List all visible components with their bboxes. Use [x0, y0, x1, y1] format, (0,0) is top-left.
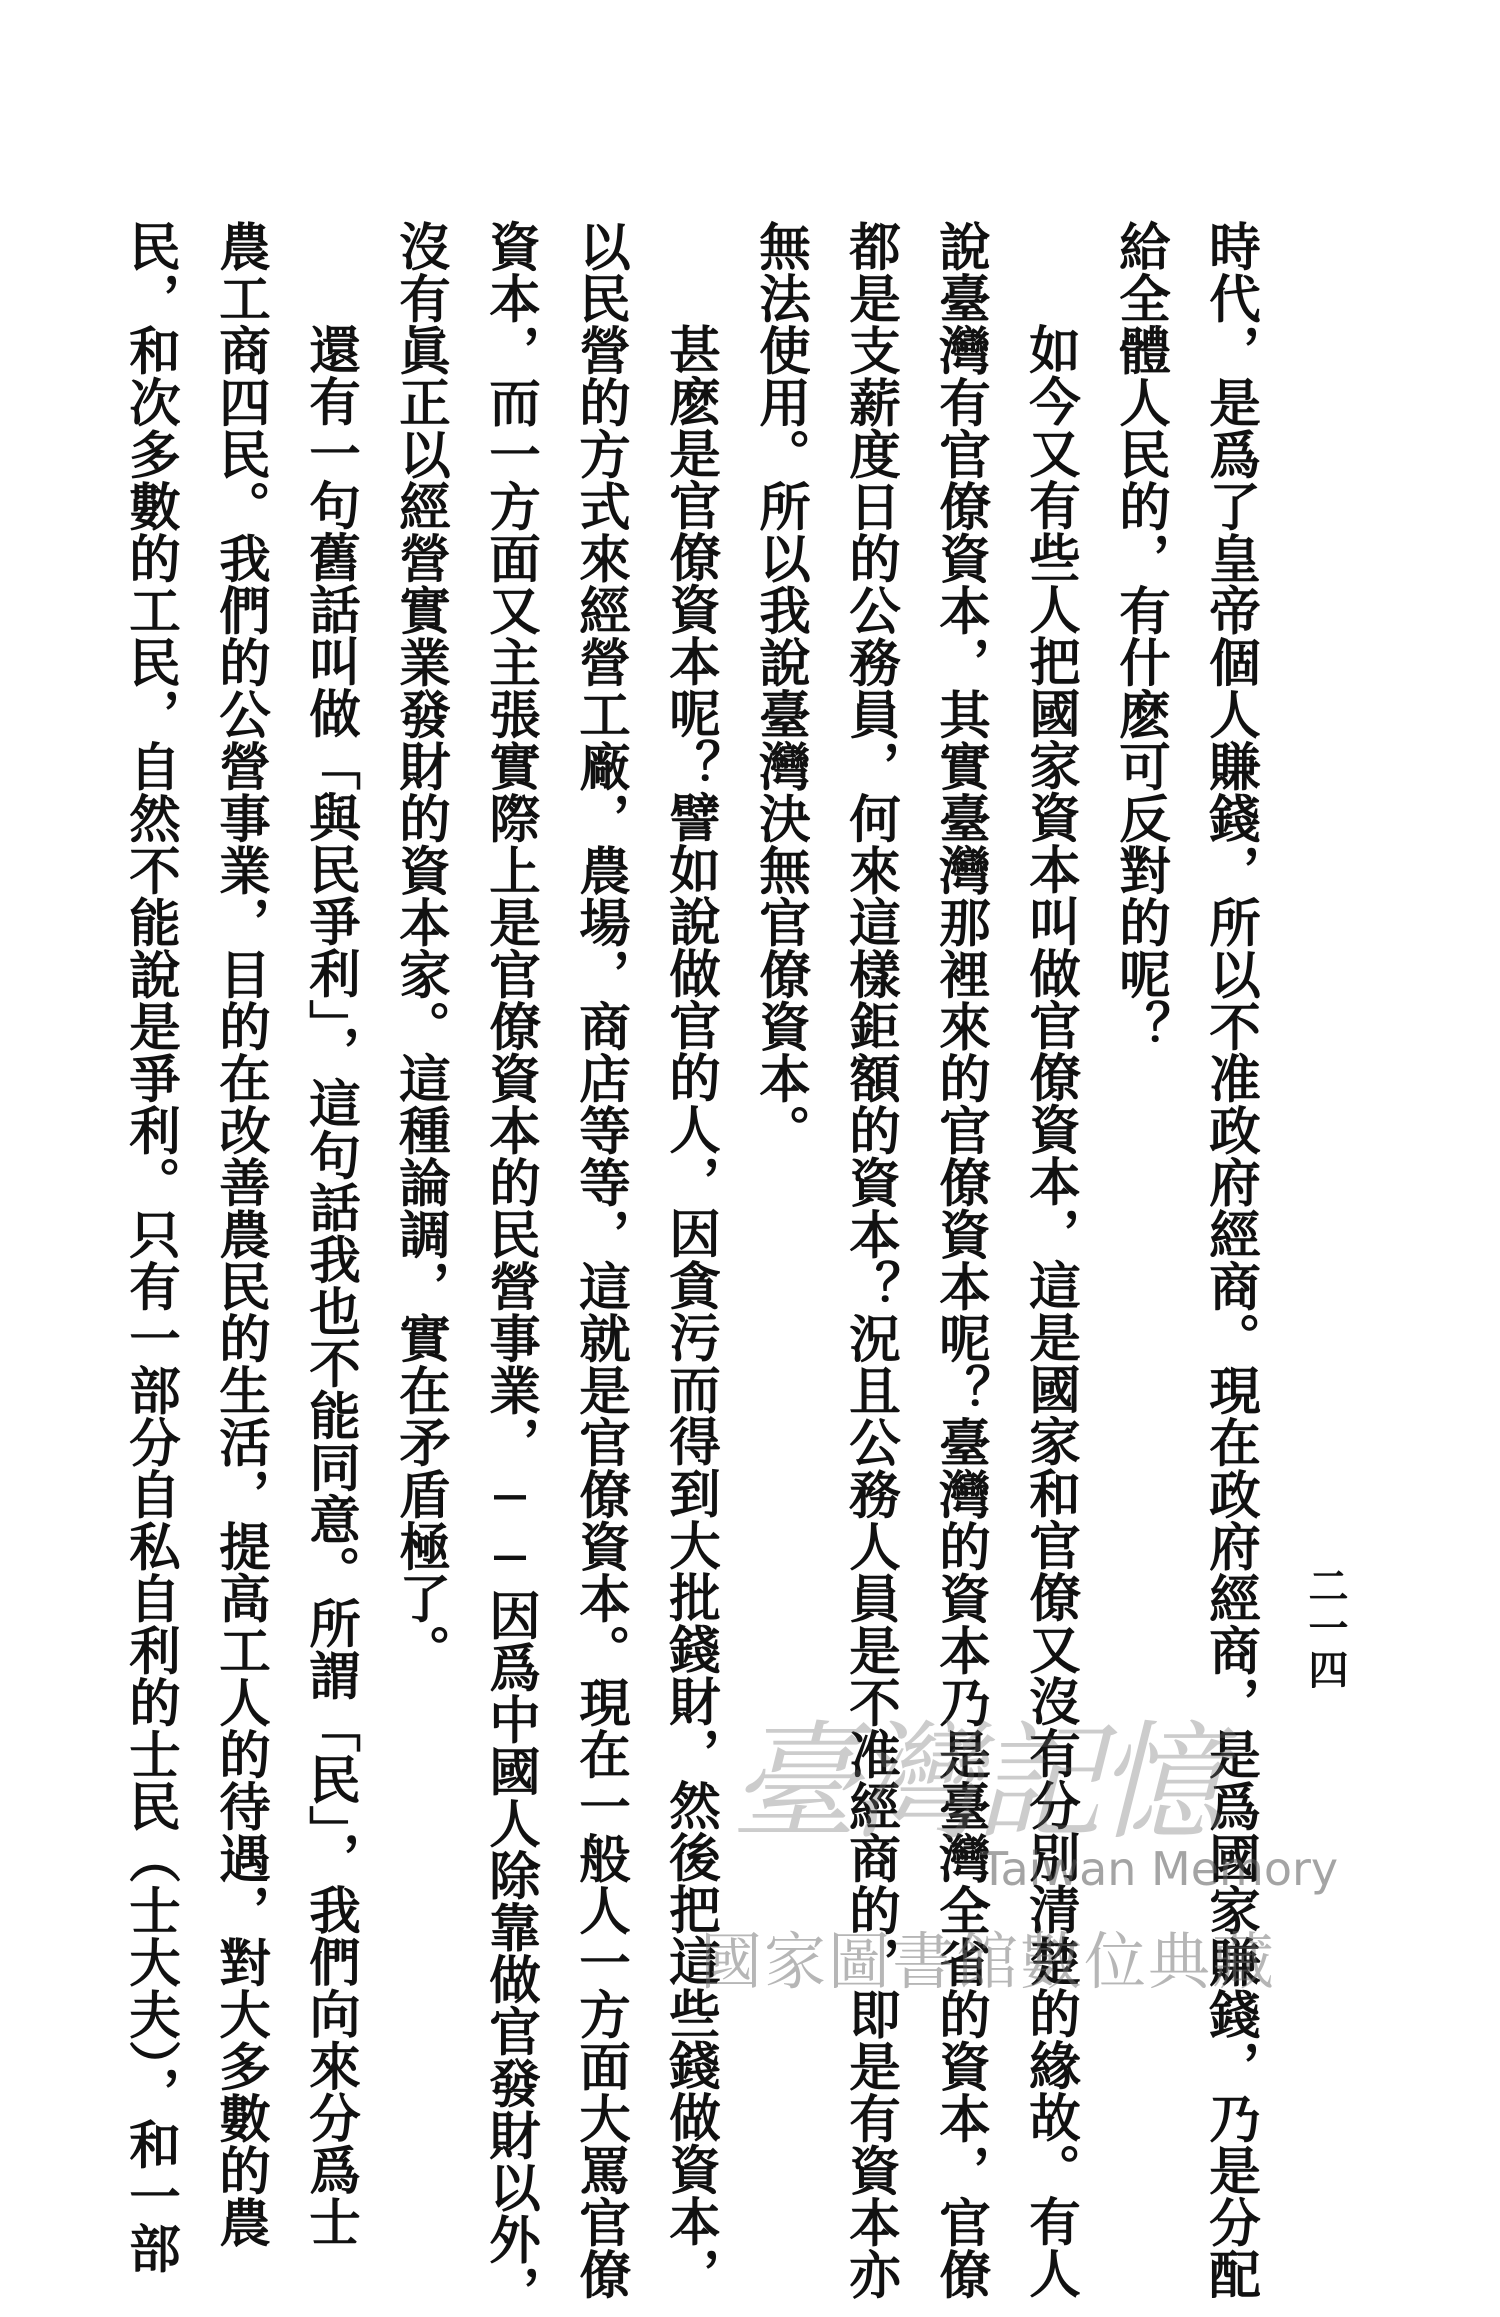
text-line: 時代，是爲了皇帝個人賺錢，所以不准政府經商。現在政府經商，是爲國家賺錢，乃是分配 [1200, 220, 1260, 2300]
text-line: 說臺灣有官僚資本，其實臺灣那裡來的官僚資本呢？臺灣的資本乃是臺灣全省的資本，官僚 [930, 220, 990, 2300]
text-line: 甚麽是官僚資本呢？譬如說做官的人，因貪污而得到大批錢財，然後把這些錢做資本， [660, 323, 720, 2299]
text-line: 沒有眞正以經營實業發財的資本家。這種論調，實在矛盾極了。 [390, 220, 450, 1676]
text-line: 農工商四民。我們的公營事業，目的在改善農民的生活，提高工人的待遇，對大多數的農 [210, 220, 270, 2248]
text-line: 給全體人民的，有什麽可反對的呢？ [1110, 220, 1170, 1052]
text-line: 如今又有些人把國家資本叫做官僚資本，這是國家和官僚又沒有分別清楚的緣故。有人 [1020, 323, 1080, 2299]
text-line: 還有一句舊話叫做「與民爭利」，這句話我也不能同意。所謂「民」，我們向來分爲士 [300, 323, 360, 2248]
text-line: 民，和次多數的工民，自然不能說是爭利。只有一部分自私自利的士民（士大夫），和一部 [120, 220, 180, 2275]
text-line: 無法使用。所以我說臺灣決無官僚資本。 [750, 220, 810, 1156]
watermark-calligraphy: 臺灣記憶 [730, 1709, 1219, 1858]
vertical-text-block [105, 220, 1275, 2317]
text-line: 以民營的方式來經營工廠，農場，商店等等，這就是官僚資本。現在一般人一方面大罵官僚 [570, 220, 630, 2300]
watermark-library: 國家圖書館數位典藏 [700, 1925, 1277, 1998]
text-line: 資本，而一方面又主張實際上是官僚資本的民營事業，──因爲中國人除靠做官發財以外， [480, 220, 540, 2317]
text-line: 都是支薪度日的公務員，何來這樣鉅額的資本？況且公務人員是不准經商的，即是有資本亦 [840, 220, 900, 2300]
watermark-english: Taiwan Memory [980, 1842, 1339, 1896]
page-number: 二一四 [1302, 1565, 1349, 1691]
